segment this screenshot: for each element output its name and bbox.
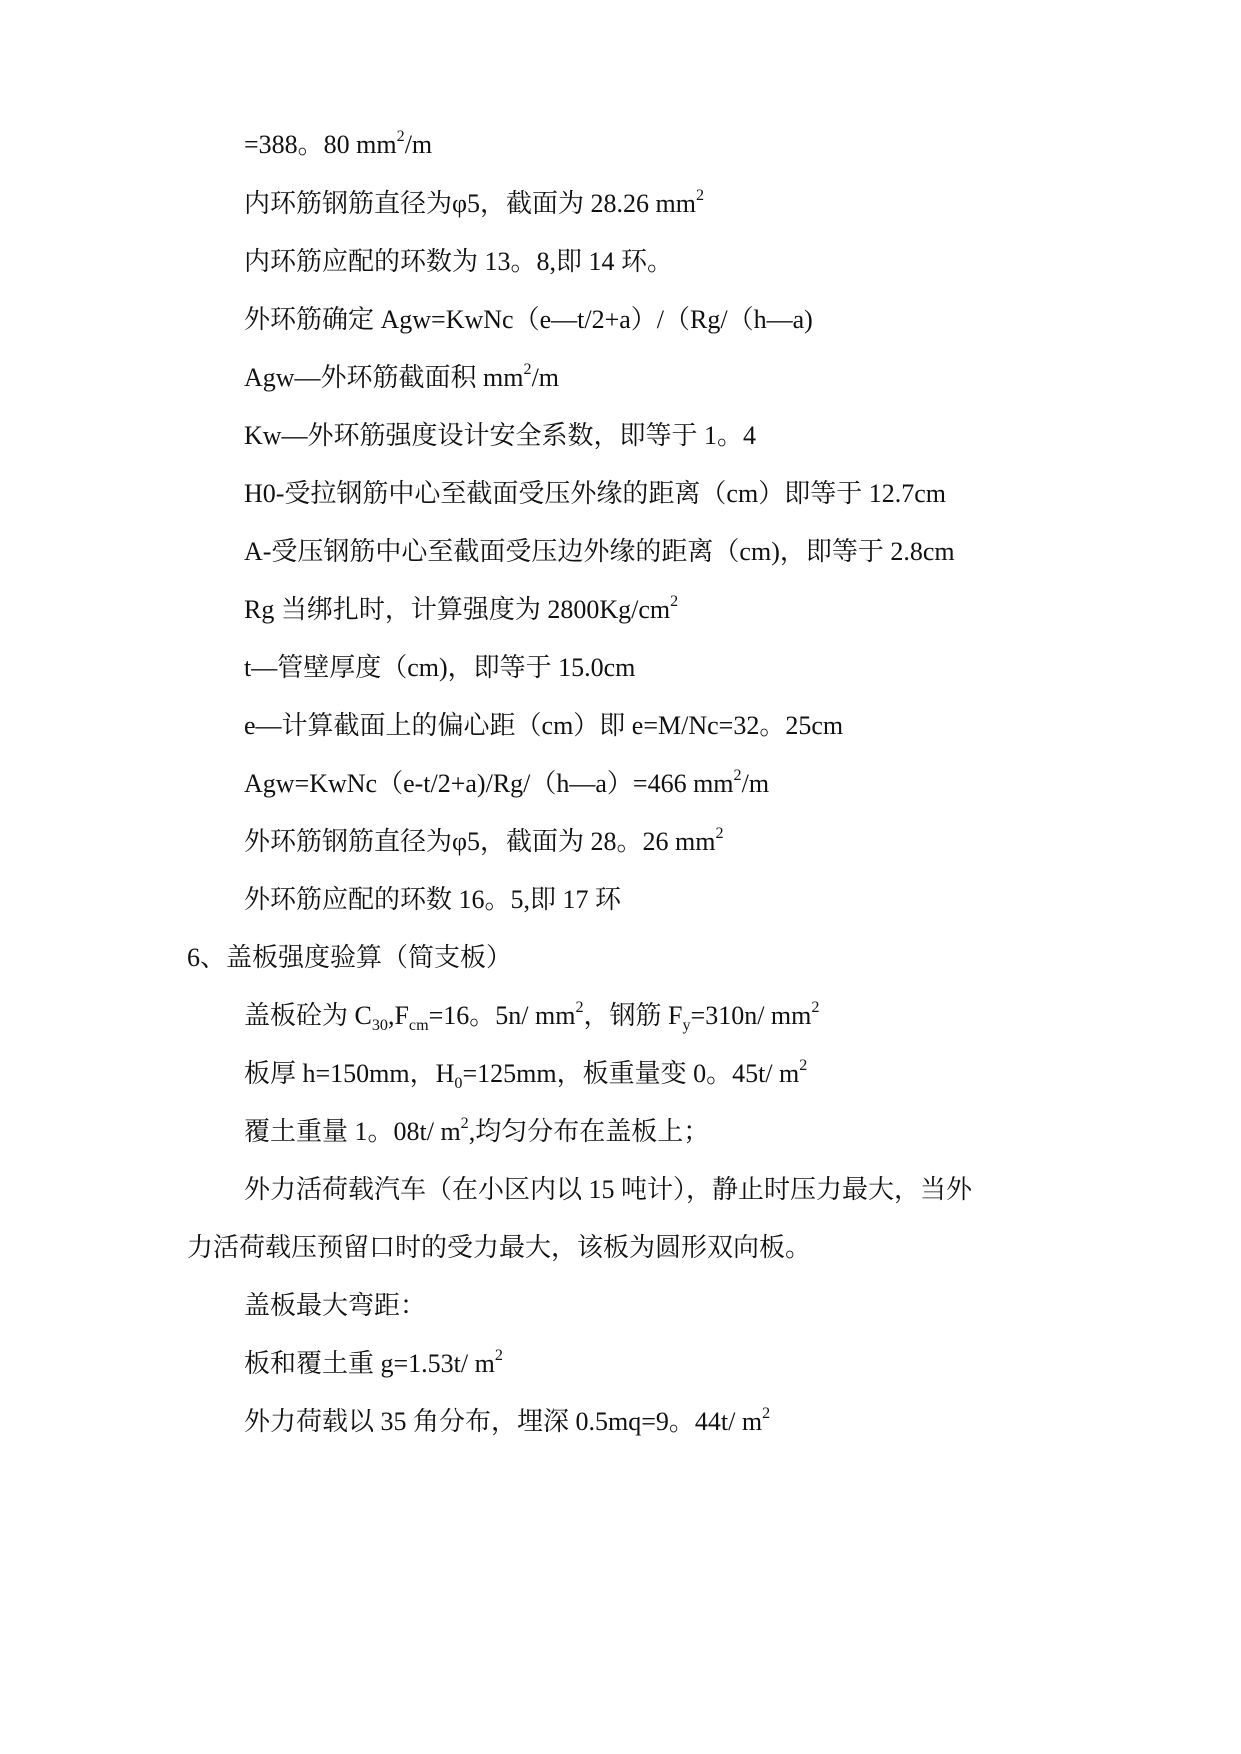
- text-line: 板厚 h=150mm，$H_0=125mm$，板重量变 0。45t/ $m^2$: [244, 1056, 808, 1093]
- text-line: 板和覆土重 g=1.53t/ $m^2$: [244, 1346, 503, 1378]
- text-line: 盖板砼为 $C_{30},F_{cm}=16$。5n/ $mm^2$，钢筋 $F_y=310n/$ $mm^2$: [244, 998, 820, 1035]
- text-line: 外力荷载以 35 角分布，埋深 0.5mq=9。44t/ $m^2$: [244, 1404, 771, 1436]
- text-line: 外环筋应配的环数 16。5,即 17 环: [244, 885, 622, 914]
- text-line: 力活荷载压预留口时的受力最大，该板为圆形双向板。: [187, 1233, 812, 1262]
- text-line: 内环筋钢筋直径为φ5，截面为 28.26 $mm^2$: [244, 186, 705, 218]
- text-line: 外力活荷载汽车（在小区内以 15 吨计），静止时压力最大，当外: [244, 1175, 973, 1204]
- text-line: e—计算截面上的偏心距（cm）即 e=M/Nc=32。25cm: [244, 711, 844, 740]
- text-line: 内环筋应配的环数为 13。8,即 14 环。: [244, 247, 674, 276]
- text-line: 外环筋确定 Agw=KwNc（e—t/2+a）/（Rg/（h—a): [244, 305, 813, 334]
- text-line: 盖板最大弯距：: [244, 1291, 427, 1320]
- text-line: A-受压钢筋中心至截面受压边外缘的距离（cm)，即等于 2.8cm: [244, 537, 955, 566]
- text-line: Agw—外环筋截面积 $mm^2/m$: [244, 360, 560, 392]
- section-heading: 6、盖板强度验算（简支板）: [187, 943, 513, 972]
- text-line: Rg 当绑扎时，计算强度为 $2800Kg/cm^2$: [244, 592, 679, 624]
- text-line: H0-受拉钢筋中心至截面受压外缘的距离（cm）即等于 12.7cm: [244, 479, 946, 508]
- text-line: t—管壁厚度（cm)，即等于 15.0cm: [244, 653, 636, 682]
- text-line: =388。80 $mm^2/m$: [244, 127, 433, 159]
- text-line: Kw—外环筋强度设计安全系数，即等于 1。4: [244, 421, 757, 450]
- text-line: 覆土重量 1。08t/ $m^2$,均匀分布在盖板上；: [244, 1114, 710, 1146]
- text-line: 外环筋钢筋直径为φ5，截面为 28。26 $mm^2$: [244, 824, 724, 856]
- text-line: Agw=KwNc（e-t/2+a)/Rg/（h—a）=466 $mm^2/m$: [244, 766, 770, 798]
